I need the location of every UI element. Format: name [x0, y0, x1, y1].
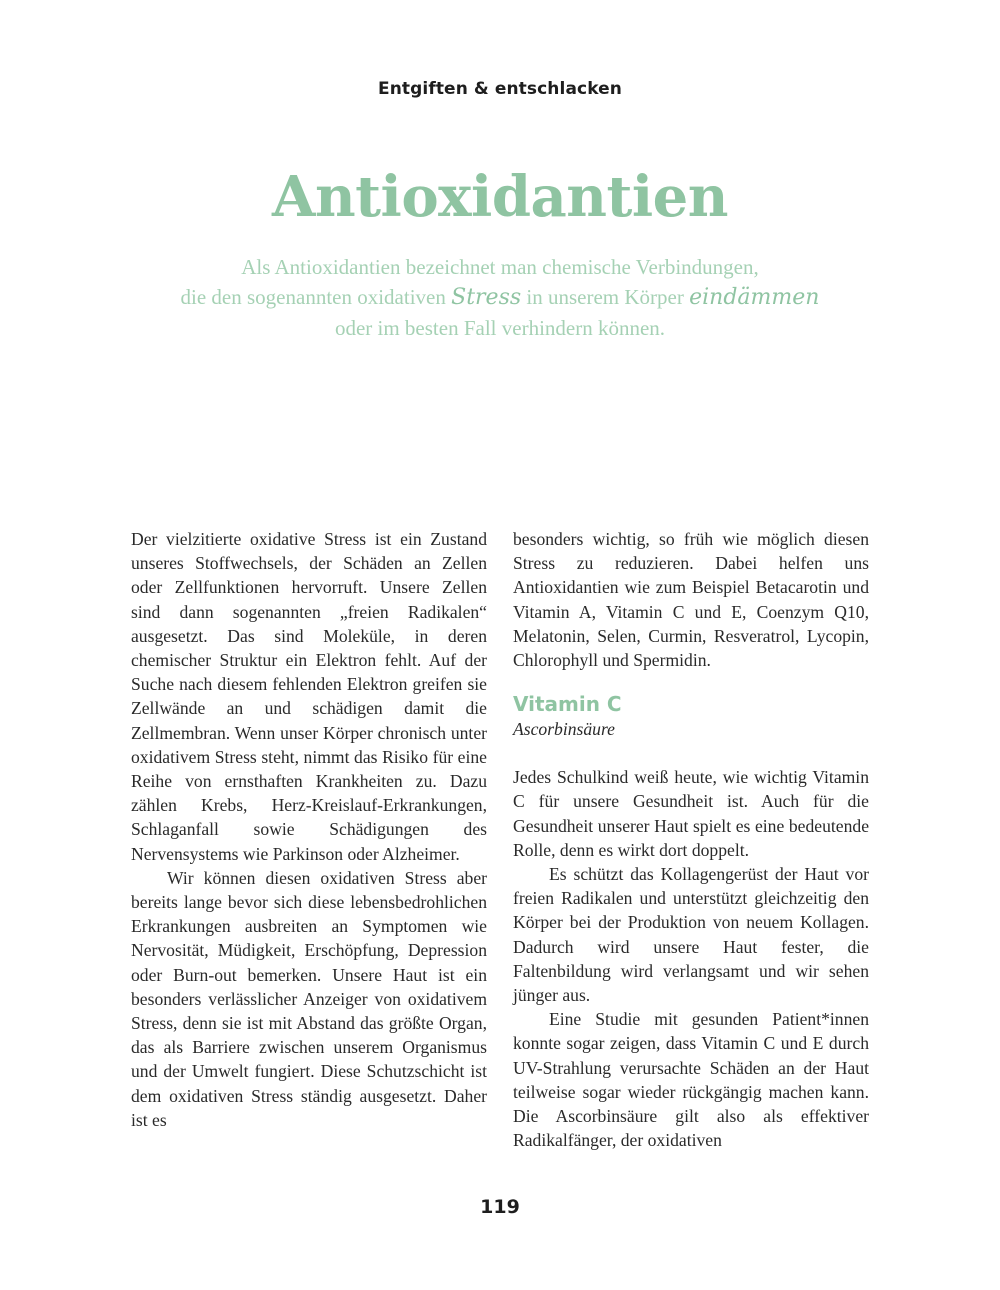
right-paragraph-1: besonders wichtig, so früh wie möglich diesen Stress zu reduzieren. Dabei helfen uns Antioxidantien wie zum Beispiel Betacarotin und Vitamin A, Vitamin C und E, Coenzym Q10, Melatonin, Selen, Curmin, Resveratrol, Lycopin, Chlorophyll und Spermidin. [513, 529, 869, 671]
section-heading-vitamin-c: Vitamin C [513, 692, 622, 717]
intro-line-2-part-2: in unserem Körper [526, 285, 684, 309]
right-paragraph-2: Jedes Schulkind weiß heute, wie wichtig Vitamin C für unsere Gesundheit ist. Auch für die Gesundheit unserer Haut spielt es eine bedeutende Rolle, denn es wirkt dort doppelt. [513, 767, 869, 860]
intro-line-1: Als Antioxidantien bezeichnet man chemische Verbindungen, [241, 255, 759, 279]
right-paragraph-3: Es schützt das Kollagengerüst der Haut vor freien Radikalen und unterstützt gleichzeitig den Körper bei der Produktion von neuem Kollagen. Dadurch wird unsere Haut fester, die Faltenbildung wird verlangsamt und wir sehen jünger aus. [513, 864, 869, 1006]
intro-text [0, 252, 1000, 343]
intro-script-stress: Stress [451, 285, 522, 310]
intro-script-eindaemmen: eindämmen [689, 285, 820, 310]
left-paragraph-1: Der vielzitierte oxidative Stress ist ein Zustand unseres Stoffwechsels, der Schäden an Zellen oder Zellfunktionen hervorruft. Unsere Zellen sind dann sogenannten „freien Radikalen“ ausgesetzt. Das sind Moleküle, in deren chemischer Struktur ein Elektron fehlt. Auf der Suche nach diesem fehlenden Elektron greifen sie Zellwände an und schädigen damit die Zellmembran. Wenn unser Körper chronisch unter oxidativem Stress steht, nimmt das Risiko für eine Reihe von ernsthaften Krankheiten zu. Dazu zählen Krebs, Herz-Kreislauf-Erkrankungen, Schlaganfall sowie Schädigungen des Nervensystems wie Parkinson oder Alzheimer. [131, 529, 487, 864]
right-column [513, 527, 869, 1152]
left-column [131, 527, 487, 1132]
intro-line-2-part-1: die den sogenannten oxidativen [180, 285, 446, 309]
right-paragraph-4: Eine Studie mit gesunden Patient*innen konnte sogar zeigen, dass Vitamin C und E durch UV-Strahlung verursachte Schäden an der Haut teilweise sogar wieder rückgängig machen kann. Die Ascorbinsäure gilt also als effektiver Radikalfänger, der oxidativen [513, 1009, 869, 1151]
intro-line-3: oder im besten Fall verhindern können. [334, 316, 666, 340]
running-head: Entgiften & entschlacken [378, 79, 622, 99]
page-title: Antioxidantien [272, 164, 728, 230]
section-subtitle: Ascorbinsäure [513, 719, 615, 740]
left-paragraph-2: Wir können diesen oxidativen Stress aber bereits lange bevor sich diese lebensbedrohlichen Erkrankungen ausbreiten an Symptomen wie Nervosität, Müdigkeit, Erschöpfung, Depression oder Burn-out bemerken. Unsere Haut ist ein besonders verlässlicher Anzeiger von oxidativem Stress, denn sie ist mit Abstand das größte Organ, das als Barriere zwischen unserem Organismus und der Umwelt fungiert. Diese Schutzschicht ist dem oxidativen Stress ständig ausgesetzt. Daher ist es [131, 867, 487, 1130]
page-number: 119 [480, 1196, 520, 1218]
intro-line-2 [0, 282, 1000, 313]
